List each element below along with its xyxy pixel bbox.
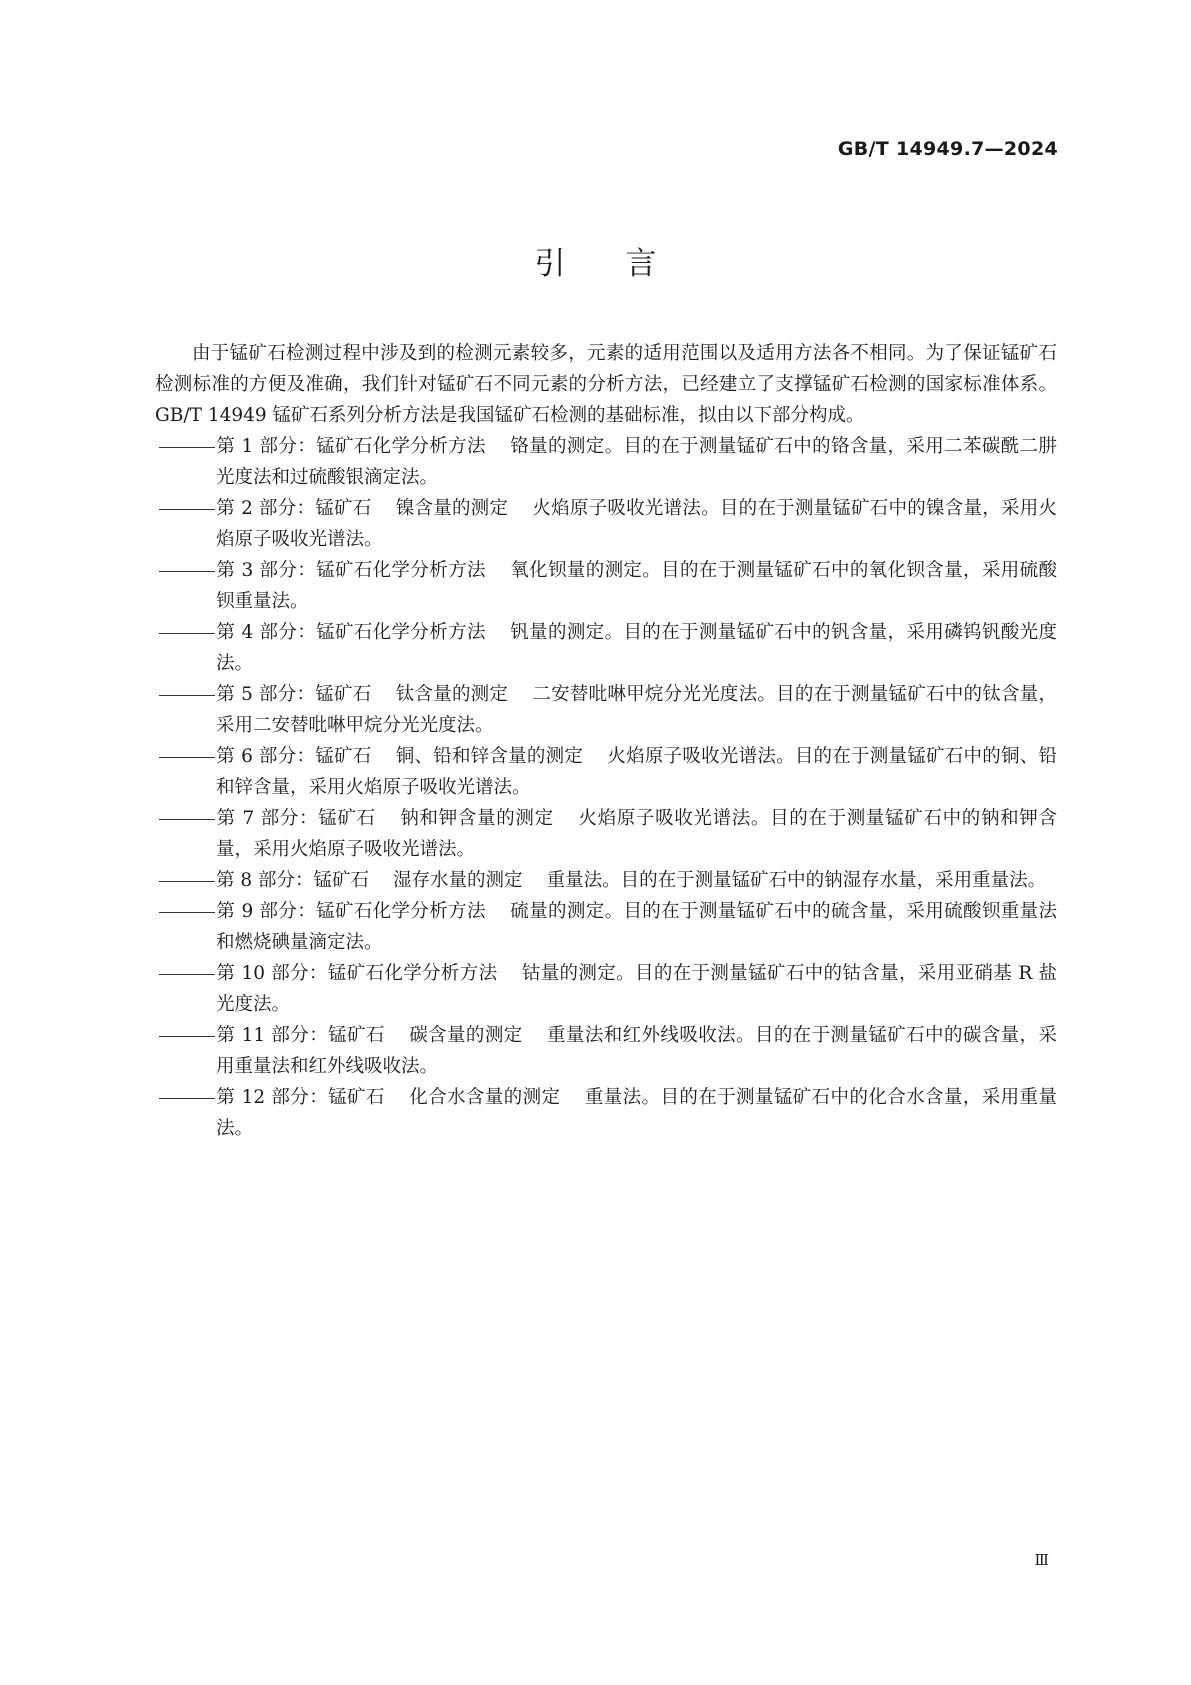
part-label: 第 10 部分：锰矿石化学分析方法: [216, 963, 498, 984]
part-label: 第 6 部分：锰矿石: [216, 746, 372, 767]
page-number: Ⅲ: [1034, 1551, 1048, 1569]
part-method: 重量法和红外线吸收法。: [546, 1025, 755, 1046]
dash-marker: [155, 431, 216, 462]
main-content: [155, 338, 1057, 1144]
part-label: 第 8 部分：锰矿石: [216, 870, 370, 891]
part-subject: 湿存水量的测定: [393, 870, 523, 891]
list-item: [155, 431, 1057, 493]
dash-marker: [155, 1020, 216, 1051]
part-subject: 钴量的测定。: [521, 963, 635, 984]
list-item: [155, 1082, 1057, 1144]
list-item: [155, 617, 1057, 679]
part-label: 第 7 部分：锰矿石: [216, 808, 376, 829]
part-method: 火焰原子吸收光谱法。: [607, 746, 795, 767]
part-label: 第 4 部分：锰矿石化学分析方法: [216, 622, 486, 643]
part-label: 第 3 部分：锰矿石化学分析方法: [216, 560, 486, 581]
dash-marker: [155, 679, 216, 710]
part-subject: 钠和钾含量的测定: [399, 808, 554, 829]
part-subject: 硫量的测定。: [509, 901, 624, 922]
dash-marker: [155, 741, 216, 772]
part-description: 目的在于测量锰矿石中的铬含量，采用二苯碳酰二肼光度法和过硫酸银滴定法。: [216, 436, 1057, 488]
part-method: 火焰原子吸收光谱法。: [532, 498, 720, 519]
part-label: 第 12 部分：锰矿石: [216, 1087, 385, 1108]
part-subject: 镍含量的测定: [395, 498, 509, 519]
list-item: [155, 803, 1057, 865]
part-label: 第 9 部分：锰矿石化学分析方法: [216, 901, 486, 922]
part-description: 目的在于测量锰矿石中的铜、铅和锌含量，采用火焰原子吸收光谱法。: [216, 746, 1057, 798]
part-label: 第 5 部分：锰矿石: [216, 684, 372, 705]
part-subject: 碳含量的测定: [408, 1025, 523, 1046]
intro-paragraph: 由于锰矿石检测过程中涉及到的检测元素较多，元素的适用范围以及适用方法各不相同。为了保证锰矿石检测标准的方便及准确，我们针对锰矿石不同元素的分析方法，已经建立了支撑锰矿石检测的国家标准体系。GB/T 14949 锰矿石系列分析方法是我国锰矿石检测的基础标准，拟由以下部分构成。: [155, 343, 1057, 426]
dash-marker: [155, 555, 216, 586]
part-label: 第 1 部分：锰矿石化学分析方法: [216, 436, 486, 457]
part-description: 目的在于测量锰矿石中的硫含量，采用硫酸钡重量法和燃烧碘量滴定法。: [216, 901, 1057, 953]
part-description: 目的在于测量锰矿石中的碳含量，采用重量法和红外线吸收法。: [216, 1025, 1057, 1077]
dash-marker: [155, 1082, 216, 1113]
dash-marker: [155, 493, 216, 524]
part-subject: 钛含量的测定: [395, 684, 509, 705]
list-item: [155, 1020, 1057, 1082]
list-item: [155, 865, 1057, 896]
dash-marker: [155, 617, 216, 648]
list-item: [155, 555, 1057, 617]
page-title: 引言: [534, 246, 717, 282]
part-subject: 化合水含量的测定: [408, 1087, 561, 1108]
part-label: 第 11 部分：锰矿石: [216, 1025, 385, 1046]
part-description: 目的在于测量锰矿石中的镍含量，采用火焰原子吸收光谱法。: [216, 498, 1057, 550]
part-method: 重量法。: [546, 870, 621, 891]
dash-marker: [155, 865, 216, 896]
part-subject: 铬量的测定。: [509, 436, 624, 457]
part-method: 二安替吡啉甲烷分光光度法。: [532, 684, 777, 705]
part-subject: 钒量的测定。: [509, 622, 624, 643]
part-description: 目的在于测量锰矿石中的钠湿存水量，采用重量法。: [620, 870, 1047, 891]
part-description: 目的在于测量锰矿石中的钛含量，采用二安替吡啉甲烷分光光度法。: [216, 684, 1057, 736]
part-method: 重量法。: [584, 1087, 661, 1108]
part-description: 目的在于测量锰矿石中的化合水含量，采用重量法。: [216, 1087, 1057, 1139]
part-description: 目的在于测量锰矿石中的钒含量，采用磷钨钒酸光度法。: [216, 622, 1057, 674]
part-subject: 氧化钡量的测定。: [509, 560, 662, 581]
list-item: [155, 493, 1057, 555]
list-item: [155, 958, 1057, 1020]
dash-marker: [155, 896, 216, 927]
part-label: 第 2 部分：锰矿石: [216, 498, 372, 519]
part-subject: 铜、铅和锌含量的测定: [395, 746, 584, 767]
dash-marker: [155, 958, 216, 989]
list-item: [155, 679, 1057, 741]
part-method: 火焰原子吸收光谱法。: [577, 808, 771, 829]
part-description: 目的在于测量锰矿石中的钠和钾含量，采用火焰原子吸收光谱法。: [216, 808, 1057, 860]
part-description: 目的在于测量锰矿石中的氧化钡含量，采用硫酸钡重量法。: [216, 560, 1057, 612]
part-description: 目的在于测量锰矿石中的钴含量，采用亚硝基 R 盐光度法。: [216, 963, 1057, 1015]
list-item: [155, 896, 1057, 958]
standard-code: GB/T 14949.7—2024: [837, 138, 1058, 160]
list-item: [155, 741, 1057, 803]
dash-marker: [155, 803, 216, 834]
parts-list: [155, 431, 1057, 1144]
